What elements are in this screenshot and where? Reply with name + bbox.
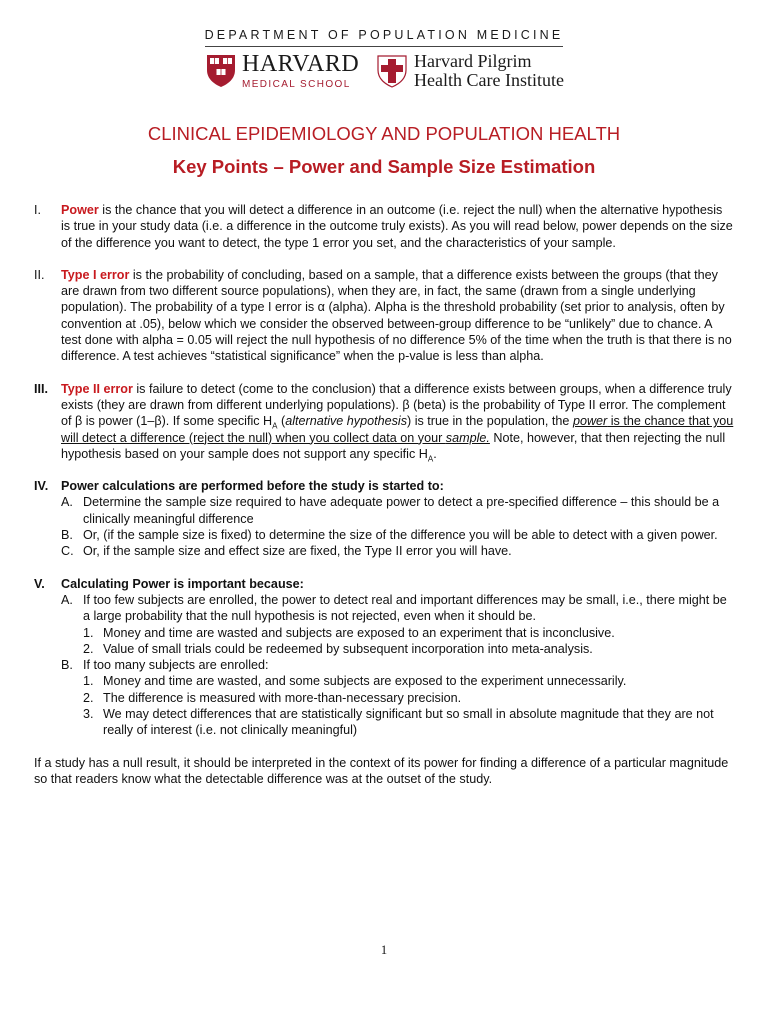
list-text: If too many subjects are enrolled: [83, 658, 269, 673]
subscript: A [272, 421, 278, 431]
harvard-medical-school-logo [206, 52, 359, 90]
term-type-2-error: Type II error [61, 381, 133, 396]
section-number: IV. [34, 479, 49, 494]
section-number: I. [34, 203, 41, 217]
definition-part: ) is true in the population, the [407, 414, 573, 429]
list-label: B. [61, 528, 73, 543]
medical-school-wordmark: MEDICAL SCHOOL [242, 79, 351, 90]
nested-list-item [83, 641, 734, 657]
term-power: Power [61, 203, 99, 217]
list-text: Or, if the sample size and effect size are fixed, the Type II error you will have. [83, 544, 512, 559]
section-text [61, 202, 734, 251]
definition-part: ( [277, 414, 286, 429]
definition-part: . [433, 446, 437, 461]
underlined-sample: sample. [445, 430, 490, 445]
list-item [61, 657, 734, 738]
alternative-hypothesis-text: alternative hypothesis [285, 414, 408, 429]
document-body [34, 202, 734, 787]
list-label: A. [61, 592, 73, 607]
list-item [61, 527, 734, 543]
nested-list-item [83, 690, 734, 706]
nested-list-text: Money and time are wasted and subjects are exposed to an experiment that is inconclusive. [103, 625, 615, 640]
section-text [61, 267, 734, 365]
nested-list-text: We may detect differences that are statistically significant but so small in absolute magnitude that they are not really of interest (i.e. not clinically meaningful) [103, 707, 714, 738]
department-heading: DEPARTMENT OF POPULATION MEDICINE [204, 28, 564, 42]
nested-list-label: 1. [83, 674, 94, 689]
definition-power: is the chance that you will detect a difference in an outcome (i.e. reject the null) when the alternative hypothesis is true in your study data (i.e. a difference in the outcome truly exists). As you will read below, power depends on the size of the difference you want to detect, the type 1 error you set, and the characteristics of your sample. [61, 203, 733, 250]
section-power [34, 202, 734, 251]
list-item [61, 543, 734, 559]
section-power-calculations [34, 478, 734, 559]
section-number: III. [34, 381, 48, 396]
section-number: V. [34, 576, 45, 591]
harvard-pilgrim-logo [377, 52, 564, 90]
list-body [83, 592, 734, 657]
nested-list-text: Value of small trials could be redeemed by subsequent incorporation into meta-analysis. [103, 641, 593, 656]
page-number: 1 [380, 943, 388, 957]
nested-list-label: 2. [83, 641, 94, 656]
nested-list-label: 3. [83, 707, 94, 722]
harvard-pilgrim-cross-icon [377, 54, 407, 88]
section-text [61, 478, 734, 559]
harvard-wordmark: HARVARD [242, 51, 360, 77]
list-text: Or, (if the sample size is fixed) to determine the size of the difference you will be able to detect with a given power. [83, 528, 718, 543]
section-text [61, 381, 734, 462]
nested-list-label: 2. [83, 690, 94, 705]
section-text [61, 576, 734, 739]
closing-paragraph: If a study has a null result, it should be interpreted in the context of its power for finding a difference of a particular magnitude so that readers know what the detectable difference was at the outset of the study. [34, 755, 729, 786]
harvard-pilgrim-wordmark: Harvard Pilgrim [414, 51, 532, 71]
page-title: CLINICAL EPIDEMIOLOGY AND POPULATION HEALTH [147, 123, 621, 144]
list-item [61, 592, 734, 657]
page-subtitle: Key Points – Power and Sample Size Estimation [172, 156, 596, 177]
underlined-power: power [572, 414, 608, 429]
harvard-shield-icon [206, 54, 236, 88]
section-heading: Power calculations are performed before the study is started to: [61, 479, 444, 494]
list-label: B. [61, 658, 73, 673]
section-calculating-power [34, 576, 734, 739]
section-number: II. [34, 267, 45, 282]
nested-list-item [83, 625, 734, 641]
nested-list-text: The difference is measured with more-than-necessary precision. [103, 690, 462, 705]
list-item [61, 494, 734, 527]
section-type-2-error [34, 381, 734, 462]
underlined-text: is the chance that you will detect a difference (reject the null) when you collect data on your [61, 414, 734, 445]
nested-list-label: 1. [83, 625, 94, 640]
list-label: A. [61, 495, 73, 510]
list-label: C. [61, 544, 74, 559]
section-heading: Calculating Power is important because: [61, 576, 304, 591]
definition-part: is failure to detect (come to the conclusion) that a difference exists between groups, when a difference truly exists (they are drawn from different underlying populations). β (beta) is the probability of Type II error. The complement of β is power (1–β). If some specific H [61, 381, 732, 429]
term-type-1-error: Type I error [61, 267, 130, 282]
definition-type-1-error: is the probability of concluding, based on a sample, that a difference exists between the groups (that they are drawn from two different source populations), when they are, in fact, the same (drawn from a single underlying population). The probability of a type I error is α (alpha). Alpha is the threshold probability (set prior to analysis, often by convention at .05), below which we consider the observed between-group difference to be “unlikely” due to chance. A test done with alpha = 0.05 will reject the null hypothesis of no difference 5% of the time when the truth is that there is no difference. A test achieves “statistical significance” when the p-value is less than alpha. [61, 267, 732, 364]
nested-list-text: Money and time are wasted, and some subjects are exposed to the experiment unnecessarily. [103, 674, 627, 689]
list-body [83, 657, 734, 738]
subscript: A [427, 454, 434, 464]
list-text: Determine the sample size required to have adequate power to detect a pre-specified difference – this should be a clinically meaningful difference [83, 495, 720, 526]
nested-list-item [83, 673, 734, 689]
list-text: If too few subjects are enrolled, the power to detect real and important differences may be small, i.e., there might be a large probability that the null hypothesis is not rejected, even when it should be. [83, 592, 727, 624]
nested-list-item [83, 706, 734, 739]
section-type-1-error [34, 267, 734, 365]
health-care-institute-wordmark: Health Care Institute [414, 70, 564, 90]
header-divider [205, 46, 563, 47]
definition-part: Note, however, that then rejecting the null hypothesis based on your sample does not support any specific H [61, 430, 726, 461]
